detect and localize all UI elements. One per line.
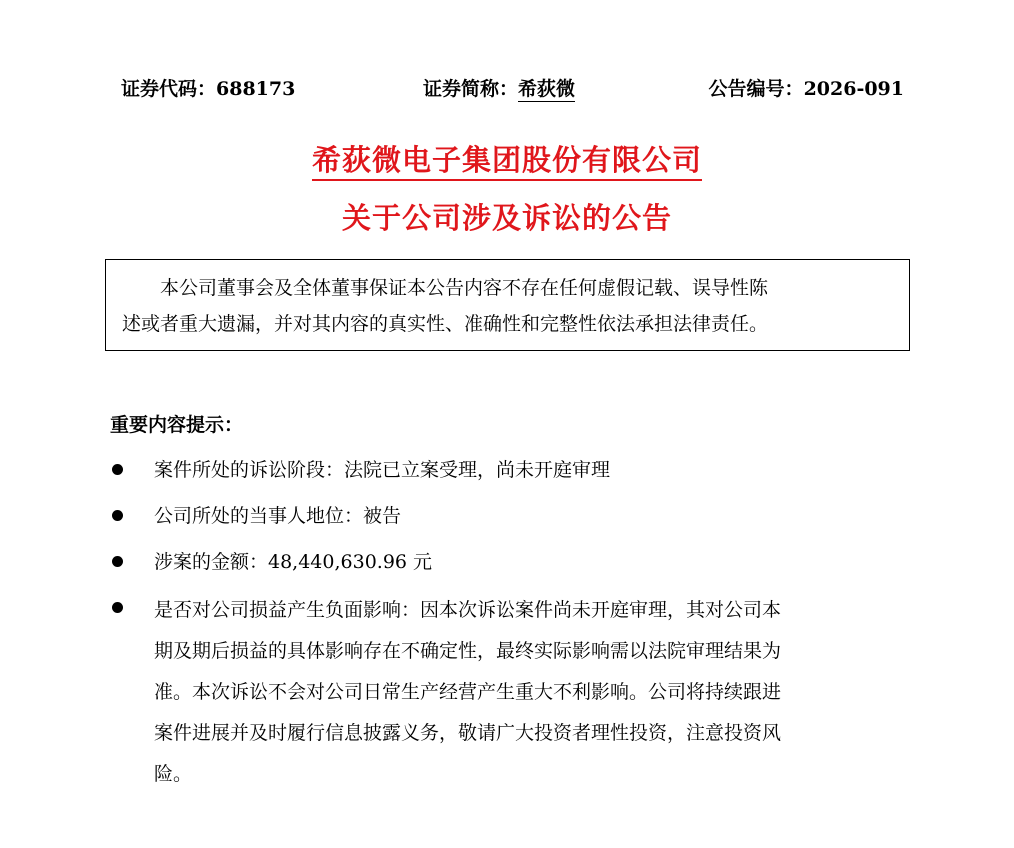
announcement-header (0, 74, 1014, 104)
announcement-number (709, 74, 904, 101)
company-name: 希荻微电子集团股份有限公司 (312, 143, 702, 181)
stock-code (121, 74, 295, 101)
stock-abbreviation-label: 证券简称： (423, 78, 519, 100)
bullet-dot-icon (112, 510, 123, 521)
highlight-item (108, 544, 918, 580)
highlight-item (108, 590, 918, 795)
highlight-text-line: 期及期后损益的具体影响存在不确定性，最终实际影响需以法院审理结果为 (154, 640, 782, 662)
stock-code-value: 688173 (216, 78, 296, 100)
board-statement-line-2: 述或者重大遗漏，并对其内容的真实性、准确性和完整性依法承担法律责任。 (122, 313, 769, 335)
highlight-text-line: 涉案的金额：48,440,630.96 元 (154, 551, 433, 573)
stock-abbreviation (423, 74, 575, 101)
board-statement-box (105, 259, 910, 351)
announcement-number-label: 公告编号： (708, 78, 804, 100)
highlight-text-line: 案件进展并及时履行信息披露义务，敬请广大投资者理性投资，注意投资风 (154, 722, 782, 744)
stock-code-label: 证券代码： (121, 78, 217, 100)
highlight-text-line: 公司所处的当事人地位：被告 (154, 505, 402, 527)
highlights-heading: 重要内容提示： (110, 414, 244, 436)
highlight-text-line: 准。本次诉讼不会对公司日常生产经营产生重大不利影响。公司将持续跟进 (154, 681, 782, 703)
bullet-dot-icon (112, 464, 123, 475)
company-title (0, 138, 1014, 179)
bullet-dot-icon (112, 556, 123, 567)
announcement-title: 关于公司涉及诉讼的公告 (341, 201, 672, 235)
bullet-dot-icon (112, 602, 123, 613)
highlight-item (108, 498, 918, 534)
board-statement-line-1: 本公司董事会及全体董事保证本公告内容不存在任何虚假记载、误导性陈 (160, 277, 769, 299)
stock-abbreviation-value: 希荻微 (518, 78, 576, 100)
highlight-item (108, 452, 918, 488)
highlight-text-line: 案件所处的诉讼阶段：法院已立案受理，尚未开庭审理 (154, 459, 611, 481)
highlights-list (108, 452, 918, 805)
announcement-number-value: 2026-091 (803, 78, 904, 100)
highlight-text-line: 是否对公司损益产生负面影响：因本次诉讼案件尚未开庭审理，其对公司本 (154, 599, 782, 621)
highlight-text-line: 险。 (154, 763, 193, 785)
